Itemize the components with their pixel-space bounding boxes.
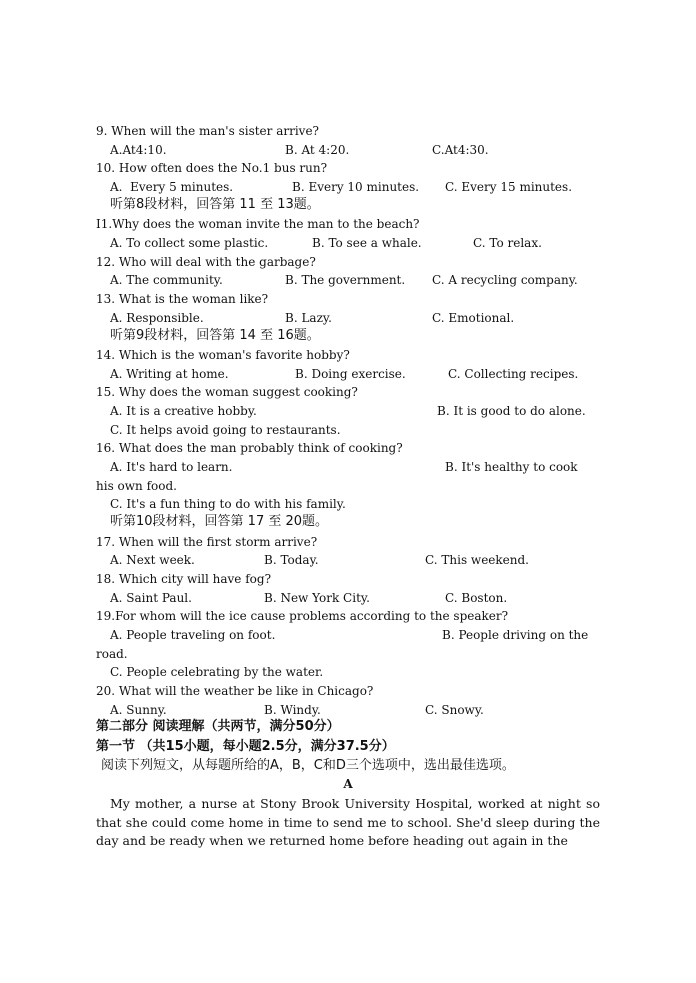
question-12: 12. Who will deal with the garbage? — [96, 255, 316, 269]
option-9a: A.At4:10. — [110, 143, 167, 157]
option-13c: C. Emotional. — [432, 311, 515, 325]
option-16c: C. It's a fun thing to do with his family. — [110, 497, 346, 511]
option-14a: A. Writing at home. — [110, 367, 229, 381]
option-19b: B. People driving on the — [442, 628, 589, 642]
question-11: I1.Why does the woman invite the man to the beach? — [96, 217, 420, 231]
option-15a: A. It is a creative hobby. — [110, 404, 257, 418]
option-13b: B. Lazy. — [285, 311, 332, 325]
part2-instruction: 阅读下列短文，从每题所给的A，B，C和D三个选项中，选出最佳选项。 — [101, 758, 515, 773]
passage-text — [96, 795, 600, 851]
question-20: 20. What will the weather be like in Chicago? — [96, 684, 374, 698]
option-15c: C. It helps avoid going to restaurants. — [110, 423, 341, 437]
option-18b: B. New York City. — [264, 591, 370, 605]
option-17c: C. This weekend. — [425, 553, 529, 567]
question-17: 17. When will the first storm arrive? — [96, 535, 318, 549]
option-20a: A. Sunny. — [110, 703, 167, 717]
option-12b: B. The government. — [285, 273, 406, 287]
option-17b: B. Today. — [264, 553, 319, 567]
option-10c: C. Every 15 minutes. — [445, 180, 573, 194]
question-18: 18. Which city will have fog? — [96, 572, 271, 586]
option-20b: B. Windy. — [264, 703, 321, 717]
option-18c: C. Boston. — [445, 591, 508, 605]
option-16a: A. It's hard to learn. — [110, 460, 233, 474]
question-10: 10. How often does the No.1 bus run? — [96, 161, 328, 175]
option-16b: B. It's healthy to cook — [445, 460, 578, 474]
question-9: 9. When will the man's sister arrive? — [96, 124, 319, 138]
option-20c: C. Snowy. — [425, 703, 484, 717]
option-11a: A. To collect some plastic. — [110, 236, 269, 250]
option-12c: C. A recycling company. — [432, 273, 578, 287]
question-15: 15. Why does the woman suggest cooking? — [96, 385, 358, 399]
option-19c: C. People celebrating by the water. — [110, 665, 324, 679]
passage-label: A — [343, 777, 353, 791]
option-13a: A. Responsible. — [110, 311, 204, 325]
option-14b: B. Doing exercise. — [295, 367, 406, 381]
option-14c: C. Collecting recipes. — [448, 367, 579, 381]
part2-heading: 第二部分 阅读理解（共两节，满分50分） — [96, 719, 340, 734]
option-9b: B. At 4:20. — [285, 143, 350, 157]
option-19b-cont: road. — [96, 647, 128, 661]
part2-section: 第一节 （共15小题，每小题2.5分，满分37.5分） — [96, 739, 395, 754]
option-12a: A. The community. — [110, 273, 223, 287]
passage-body: My mother, a nurse at Stony Brook University Hospital, worked at night so that she could come home in time to send me to school. She'd sleep during the day and be ready when we returned home before heading out again in the — [96, 796, 600, 849]
option-10b: B. Every 10 minutes. — [292, 180, 420, 194]
option-19a: A. People traveling on foot. — [110, 628, 276, 642]
listening-note-9: 听第9段材料，回答第 14 至 16题。 — [110, 328, 320, 343]
option-11c: C. To relax. — [473, 236, 542, 250]
listening-note-10: 听第10段材料，回答第 17 至 20题。 — [110, 514, 329, 529]
option-15b: B. It is good to do alone. — [437, 404, 586, 418]
question-14: 14. Which is the woman's favorite hobby? — [96, 348, 350, 362]
option-17a: A. Next week. — [110, 553, 195, 567]
option-18a: A. Saint Paul. — [110, 591, 192, 605]
listening-note-8: 听第8段材料，回答第 11 至 13题。 — [110, 197, 320, 212]
option-11b: B. To see a whale. — [312, 236, 422, 250]
option-9c: C.At4:30. — [432, 143, 489, 157]
question-16: 16. What does the man probably think of cooking? — [96, 441, 403, 455]
question-19: 19.For whom will the ice cause problems according to the speaker? — [96, 609, 509, 623]
option-10a: A. Every 5 minutes. — [110, 180, 234, 194]
option-16b-cont: his own food. — [96, 479, 177, 493]
question-13: 13. What is the woman like? — [96, 292, 269, 306]
